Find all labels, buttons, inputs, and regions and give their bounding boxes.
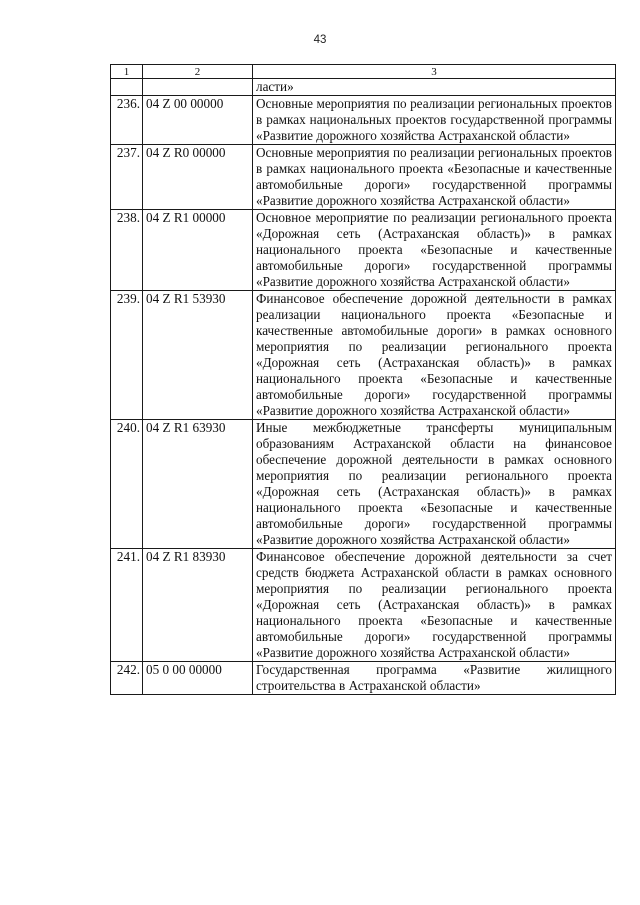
classification-table	[110, 64, 616, 695]
budget-code: 04 Z 00 00000	[143, 96, 253, 145]
table-header-row	[111, 65, 616, 79]
budget-code: 04 Z R0 00000	[143, 145, 253, 210]
budget-code: 04 Z R1 00000	[143, 210, 253, 291]
table-row	[111, 291, 616, 420]
table-body	[111, 65, 616, 695]
row-description: Основные мероприятия по реализации региональных проектов в рамках национальных проектов государственной программы «Развитие дорожного хозяйства Астраханской области»	[253, 96, 616, 145]
row-description: Иные межбюджетные трансферты муниципальным образованиям Астраханской области на финансовое обеспечение дорожной деятельности в рамках основного мероприятия по реализации регионального проекта «Дорожная сеть (Астраханская область)» в рамках национального проекта «Безопасные и качественные автомобильные дороги» государственной программы «Развитие дорожного хозяйства Астраханской области»	[253, 420, 616, 549]
row-number: 241.	[111, 549, 143, 662]
table-row	[111, 549, 616, 662]
column-header-1: 1	[111, 65, 143, 79]
row-number: 242.	[111, 662, 143, 695]
table-row	[111, 210, 616, 291]
table-row	[111, 96, 616, 145]
continuation-row	[111, 79, 616, 96]
row-description: Финансовое обеспечение дорожной деятельности в рамках реализации национального проекта «Безопасные и качественные автомобильные дороги» в рамках основного мероприятия по реализации регионального проекта «Дорожная сеть (Астраханская область)» в рамках национального проекта «Безопасные и качественные автомобильные дороги» государственной программы «Развитие дорожного хозяйства Астраханской области»	[253, 291, 616, 420]
column-header-2: 2	[143, 65, 253, 79]
table-row	[111, 145, 616, 210]
continuation-empty-num	[111, 79, 143, 96]
row-number: 237.	[111, 145, 143, 210]
column-header-3: 3	[253, 65, 616, 79]
row-description: Основное мероприятие по реализации регионального проекта «Дорожная сеть (Астраханская область)» в рамках национального проекта «Безопасные и качественные автомобильные дороги» государственной программы «Развитие дорожного хозяйства Астраханской области»	[253, 210, 616, 291]
row-number: 240.	[111, 420, 143, 549]
table-row	[111, 420, 616, 549]
row-description: Основные мероприятия по реализации региональных проектов в рамках национального проекта «Безопасные и качественные автомобильные дороги» государственной программы «Развитие дорожного хозяйства Астраханской области»	[253, 145, 616, 210]
table-row	[111, 662, 616, 695]
budget-code: 04 Z R1 53930	[143, 291, 253, 420]
continuation-empty-code	[143, 79, 253, 96]
budget-code: 04 Z R1 63930	[143, 420, 253, 549]
row-description: Финансовое обеспечение дорожной деятельности за счет средств бюджета Астраханской области в рамках основного мероприятия по реализации регионального проекта «Дорожная сеть (Астраханская область)» в рамках национального проекта «Безопасные и качественные автомобильные дороги» государственной программы «Развитие дорожного хозяйства Астраханской области»	[253, 549, 616, 662]
page-number: 43	[313, 34, 327, 46]
budget-code: 05 0 00 00000	[143, 662, 253, 695]
row-description: Государственная программа «Развитие жилищного строительства в Астраханской области»	[253, 662, 616, 695]
budget-code: 04 Z R1 83930	[143, 549, 253, 662]
row-number: 236.	[111, 96, 143, 145]
continuation-text: ласти»	[253, 79, 616, 96]
row-number: 239.	[111, 291, 143, 420]
row-number: 238.	[111, 210, 143, 291]
